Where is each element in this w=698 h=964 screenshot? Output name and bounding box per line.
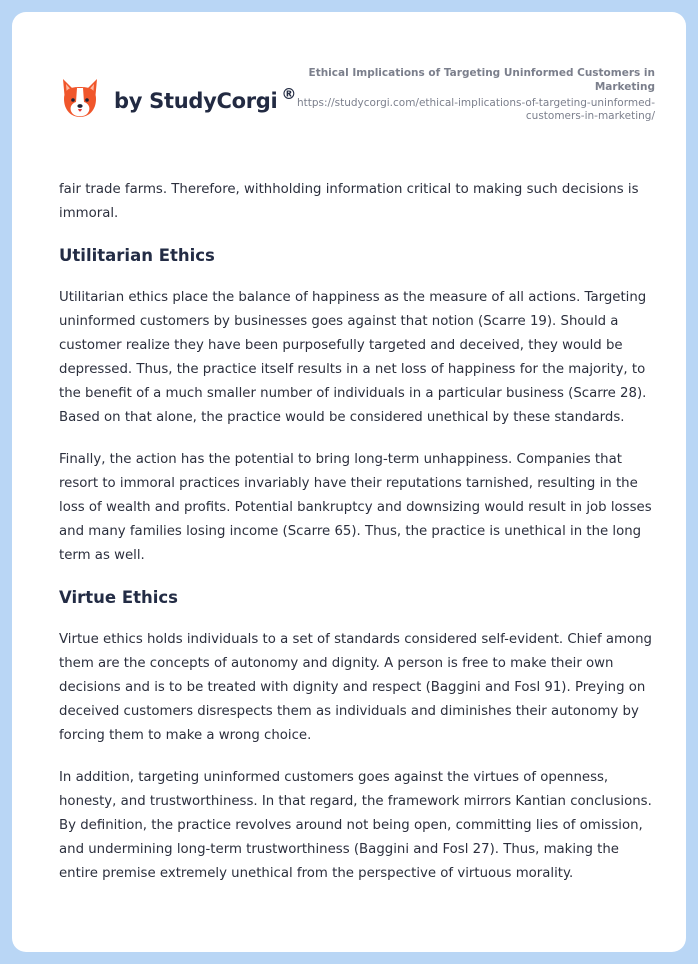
document-title: Ethical Implications of Targeting Uninformed Customers in Marketing <box>308 67 655 93</box>
section-heading-virtue: Virtue Ethics <box>59 588 179 607</box>
document-body <box>59 178 657 904</box>
paragraph: Virtue ethics holds individuals to a set of standards considered self-evident. Chief among them are the concepts of autonomy and dignity. A person is free to make their own decisions and is to be treated with dignity and respect (Baggini and Fosl 91). Preying on deceived customers disrespects them as individuals and diminishes their autonomy by forcing them to make a wrong choice. <box>59 632 652 743</box>
document-url[interactable]: https://studycorgi.com/ethical-implications-of-targeting-uninformed-customers-in-marketing/ <box>296 97 655 122</box>
paragraph: Finally, the action has the potential to bring long-term unhappiness. Companies that resort to immoral practices invariably have their reputations tarnished, resulting in the loss of wealth and profits. Potential bankruptcy and downsizing would result in job losses and many families losing income (Scarre 65). Thus, the practice is unethical in the long term as well. <box>59 452 652 563</box>
paragraph: In addition, targeting uninformed customers goes against the virtues of openness, honesty, and trustworthiness. In that regard, the framework mirrors Kantian conclusions. By definition, the practice revolves around not being open, committing lies of omission, and undermining long-term trustworthiness (Baggini and Fosl 27). Thus, making the entire premise extremely unethical from the perspective of virtuous morality. <box>59 770 652 881</box>
intro-paragraph: fair trade farms. Therefore, withholding information critical to making such decisions is immoral. <box>59 182 639 221</box>
brand-name: by StudyCorgi ® <box>114 85 297 113</box>
registered-mark: ® <box>281 85 297 103</box>
paragraph: Utilitarian ethics place the balance of happiness as the measure of all actions. Targeting uninformed customers by businesses goes against that notion (Scarre 19). Should a customer realize they have been purposefully targeted and deceived, they would be depressed. Thus, the practice itself results in a net loss of happiness for the majority, to the benefit of a much smaller number of individuals in a particular business (Scarre 28). Based on that alone, the practice would be considered unethical by these standards. <box>59 290 647 425</box>
document-page <box>12 12 686 952</box>
document-meta <box>295 66 655 123</box>
section-heading-utilitarian: Utilitarian Ethics <box>59 246 215 265</box>
corgi-logo-icon <box>60 76 100 120</box>
studycorgi-logo[interactable] <box>60 76 296 120</box>
